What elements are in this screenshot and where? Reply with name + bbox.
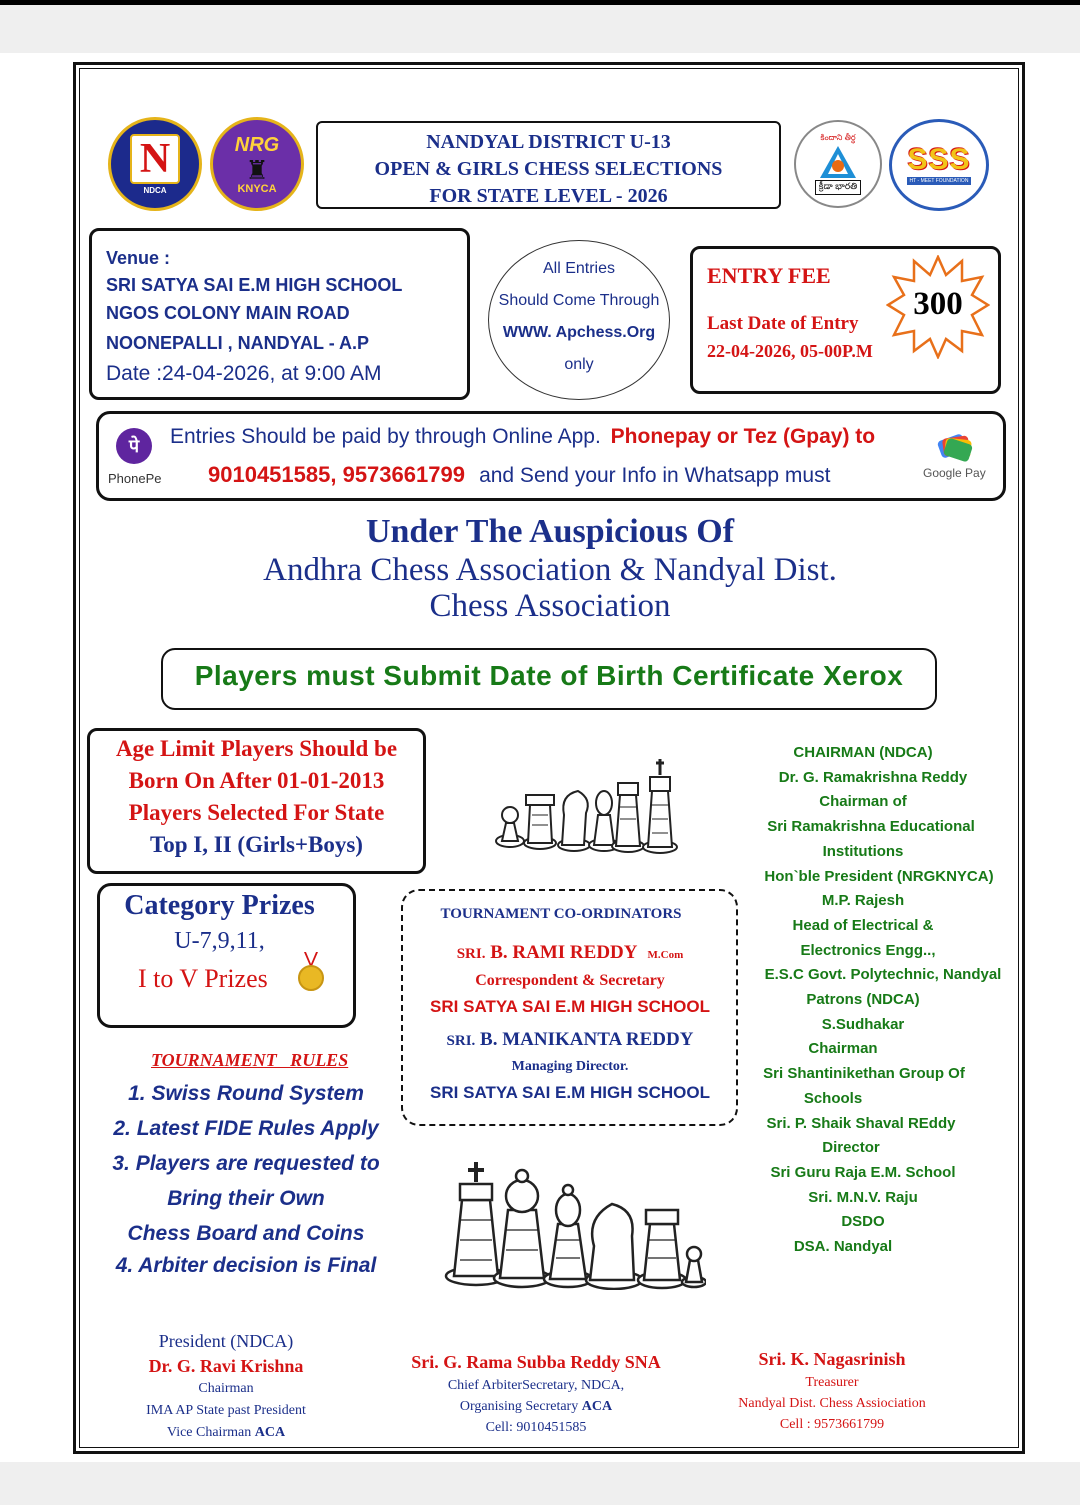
header-title-line-3: FOR STATE LEVEL - 2026 — [429, 185, 668, 207]
secretary-line-2-text: Organising Secretary — [459, 1399, 582, 1414]
entries-line-1: All Entries — [542, 260, 616, 277]
president-line-1: Chairman — [198, 1381, 254, 1396]
phonepe-label: PhonePe — [108, 471, 162, 486]
venue-date: Date :24-04-2026, at 9:00 AM — [106, 362, 382, 385]
ndca-logo-letter: N — [139, 135, 171, 182]
age-limit-line-3: Players Selected For State — [128, 800, 385, 825]
payment-line-1-bold: Phonepay or Tez (Gpay) to — [610, 425, 876, 448]
patrons-column — [748, 741, 1018, 1260]
coordinator-1-role: Correspondent & Secretary — [475, 972, 665, 989]
president-line-3-text: Vice Chairman — [166, 1425, 255, 1440]
rule-item-3-cont-2: Chess Board and Coins — [127, 1222, 365, 1245]
kreeda-logo-bottom: క్రీడా భారతి — [815, 180, 861, 195]
entries-line-4: only — [564, 356, 594, 373]
venue-box — [89, 228, 470, 400]
age-limit-line-4: Top I, II (Girls+Boys) — [150, 832, 363, 857]
knyca-logo-top: NRG — [234, 133, 280, 156]
rule-item-1: 1. Swiss Round System — [128, 1082, 364, 1105]
auspices-block — [160, 512, 940, 624]
patron-line-18: Sri Guru Raja E.M. School — [770, 1163, 956, 1181]
dob-notice-text: Players must Submit Date of Birth Certificate Xerox — [194, 660, 904, 691]
auspices-line-2: Chess Association — [429, 588, 671, 624]
footer-president — [96, 1328, 356, 1444]
last-date-value: 22-04-2026, 05-00P.M — [707, 341, 873, 361]
entries-website[interactable]: WWW. Apchess.Org — [502, 324, 656, 341]
patron-line-4: Sri Ramakrishna Educational — [767, 818, 975, 836]
patron-line-2: Dr. G. Ramakrishna Reddy — [778, 768, 968, 786]
secretary-line-2-aca: ACA — [581, 1399, 613, 1414]
entries-circle — [488, 240, 670, 400]
patron-line-10: E.S.C Govt. Polytechnic, Nandyal — [764, 966, 1002, 984]
last-date-label: Last Date of Entry — [707, 313, 859, 334]
coordinators-heading: TOURNAMENT CO-ORDINATORS — [440, 906, 682, 922]
footer-treasurer — [712, 1346, 952, 1435]
coordinator-1-degree: M.Com — [647, 949, 684, 961]
patron-line-17: Director — [822, 1139, 880, 1157]
patron-line-20: DSDO — [841, 1213, 885, 1231]
president-line-2: IMA AP State past President — [146, 1403, 306, 1418]
patron-line-19: Sri. M.N.V. Raju — [808, 1188, 918, 1206]
bottom-gray-strip — [0, 1462, 1080, 1505]
auspices-line-1: Andhra Chess Association & Nandyal Dist. — [263, 552, 837, 588]
venue-line-1: SRI SATYA SAI E.M HIGH SCHOOL — [106, 275, 403, 295]
patron-line-9: Electronics Engg.., — [800, 941, 936, 959]
rules-list — [96, 1076, 396, 1281]
payment-phones: 9010451585, 9573661799 — [208, 462, 465, 487]
rules-heading: TOURNAMENT RULES — [151, 1050, 349, 1070]
venue-label: Venue : — [106, 248, 171, 268]
chess-pieces-illustration-bottom — [436, 1160, 706, 1290]
category-line-2: I to V Prizes — [138, 964, 268, 993]
age-limit-box — [87, 728, 426, 874]
chess-pieces-illustration-top — [492, 755, 692, 855]
header-title-box — [316, 121, 781, 209]
coordinator-2-org: SRI SATYA SAI E.M HIGH SCHOOL — [430, 1083, 710, 1102]
medal-icon — [296, 952, 326, 992]
knyca-rook-icon: ♜ — [245, 154, 269, 185]
category-line-1: U-7,9,11, — [174, 928, 265, 954]
gpay-label: Google Pay — [923, 466, 986, 480]
payment-line-2-rest: and Send your Info in Whatsapp must — [479, 464, 831, 487]
fee-amount: 300 — [913, 286, 963, 322]
president-name: Dr. G. Ravi Krishna — [148, 1356, 304, 1376]
venue-line-3: NOONEPALLI , NANDYAL - A.P — [106, 333, 370, 353]
sss-logo-band: HT - MEET FOUNDATION — [907, 177, 972, 185]
patron-line-7: M.P. Rajesh — [821, 892, 905, 910]
phonepe-glyph: पे — [128, 436, 140, 456]
category-prizes-box — [97, 883, 356, 1028]
payment-line-1-plain: Entries Should be paid by through Online App. — [170, 425, 601, 448]
coordinator-1-name-line — [405, 940, 735, 968]
coordinator-2-role: Managing Director. — [511, 1059, 629, 1074]
top-gray-strip — [0, 5, 1080, 53]
ndca-logo — [108, 117, 202, 211]
rule-item-3: 3. Players are requested to — [112, 1152, 380, 1175]
sss-logo — [889, 119, 989, 211]
gpay-icon — [937, 429, 973, 463]
president-line-3 — [96, 1422, 356, 1444]
entry-fee-label: ENTRY FEE — [707, 263, 831, 288]
treasurer-line-1: Treasurer — [805, 1375, 859, 1390]
sss-logo-letters: SSS — [907, 143, 971, 176]
patron-line-8: Head of Electrical & — [792, 916, 934, 934]
phonepe-icon — [116, 428, 152, 464]
coordinator-1-org: SRI SATYA SAI E.M HIGH SCHOOL — [430, 997, 710, 1016]
secretary-line-2 — [396, 1396, 676, 1417]
patron-line-13: Chairman — [808, 1040, 878, 1058]
patron-line-21: DSA. Nandyal — [793, 1238, 893, 1256]
entries-line-2: Should Come Through — [498, 292, 660, 309]
patron-line-6: Hon`ble President (NRGKNYCA) — [764, 867, 994, 885]
patron-line-5: Institutions — [822, 842, 904, 860]
treasurer-name: Sri. K. Nagasrinish — [758, 1349, 906, 1369]
knyca-logo-bottom: KNYCA — [237, 182, 277, 195]
patron-line-12: S.Sudhakar — [821, 1015, 905, 1033]
treasurer-line-2: Nandyal Dist. Chess Assiociation — [738, 1396, 926, 1411]
coordinator-1-prefix: SRI. — [456, 946, 486, 962]
payment-line-1 — [170, 425, 875, 449]
auspices-heading: Under The Auspicious Of — [365, 513, 735, 550]
coordinator-2-name: B. MANIKANTA REDDY — [480, 1029, 694, 1050]
coordinator-2-prefix: SRI. — [446, 1033, 476, 1049]
coordinator-1 — [405, 940, 735, 1020]
kreeda-flame-icon — [818, 144, 858, 180]
category-title: Category Prizes — [124, 890, 315, 921]
patron-line-3: Chairman of — [819, 793, 907, 811]
patron-line-11: Patrons (NDCA) — [806, 991, 920, 1009]
knyca-logo — [210, 117, 304, 211]
president-line-3-aca: ACA — [254, 1425, 286, 1440]
coordinator-1-name: B. RAMI REDDY — [490, 942, 637, 963]
treasurer-cell: Cell : 9573661799 — [779, 1417, 885, 1432]
payment-line-2 — [208, 462, 830, 488]
footer-secretary — [396, 1349, 676, 1438]
patron-line-1: CHAIRMAN (NDCA) — [793, 744, 933, 761]
ndca-logo-abbr: NDCA — [143, 185, 167, 195]
patron-line-15: Schools — [803, 1089, 863, 1107]
kreeda-logo-top: కిందాని తీర్థ — [820, 133, 856, 142]
age-limit-line-2: Born On After 01-01-2013 — [128, 768, 385, 793]
secretary-line-1: Chief ArbiterSecretary, NDCA, — [447, 1378, 625, 1393]
dob-notice-box — [161, 648, 937, 710]
header-title-line-1: NANDYAL DISTRICT U-13 — [426, 131, 671, 153]
rule-item-4: 4. Arbiter decision is Final — [115, 1254, 377, 1277]
venue-line-2: NGOS COLONY MAIN ROAD — [106, 303, 350, 323]
secretary-cell: Cell: 9010451585 — [485, 1420, 587, 1435]
rule-item-2: 2. Latest FIDE Rules Apply — [113, 1117, 379, 1140]
header-title-line-2: OPEN & GIRLS CHESS SELECTIONS — [374, 158, 723, 180]
patron-line-14: Sri Shantinikethan Group Of — [763, 1065, 965, 1083]
kreeda-bharathi-logo — [794, 120, 882, 208]
patron-line-16: Sri. P. Shaik Shaval REddy — [766, 1114, 956, 1132]
president-title: President (NDCA) — [158, 1331, 294, 1351]
rule-item-3-cont-1: Bring their Own — [167, 1187, 325, 1210]
secretary-name: Sri. G. Rama Subba Reddy SNA — [411, 1352, 661, 1372]
age-limit-line-1: Age Limit Players Should be — [115, 736, 398, 761]
